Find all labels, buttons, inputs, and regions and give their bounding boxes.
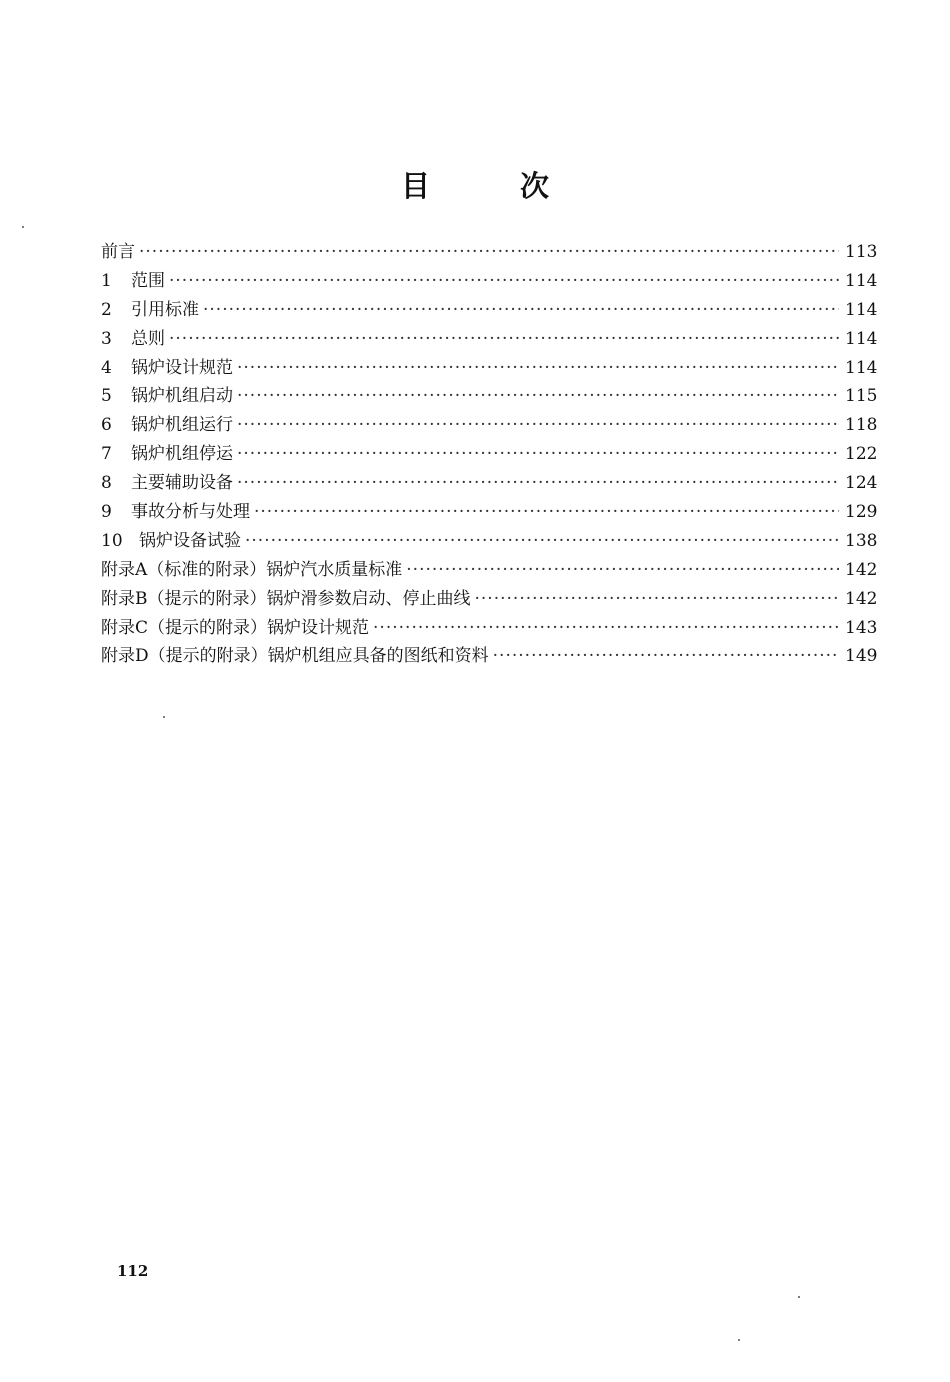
toc-entry-label: 范围 — [131, 270, 165, 291]
toc-leader-dots — [237, 440, 839, 469]
toc-entry-page: 124 — [845, 473, 878, 494]
toc-entry-number: 7 — [101, 444, 112, 465]
toc-entry-number: 2 — [101, 299, 112, 320]
toc-entry-page: 114 — [845, 328, 878, 349]
toc-entry-page: 114 — [845, 299, 878, 320]
toc-entry[interactable] — [101, 469, 877, 498]
toc-entry[interactable] — [101, 527, 877, 556]
scan-speck — [738, 1339, 740, 1341]
toc-entry-number: 8 — [101, 473, 112, 494]
toc-leader-dots — [237, 411, 839, 440]
toc-entry-page: 118 — [845, 415, 878, 436]
scan-speck — [798, 1296, 800, 1298]
toc-leader-dots — [237, 354, 839, 383]
toc-entry-appendix[interactable] — [101, 614, 877, 643]
toc-entry-page: 143 — [845, 617, 878, 638]
toc-leader-dots — [254, 498, 839, 527]
toc-entry[interactable] — [101, 498, 877, 527]
toc-entry-number: 1 — [101, 270, 112, 291]
toc-entry-label: 锅炉设计规范 — [131, 357, 233, 378]
page-title — [0, 164, 950, 205]
toc-entry-label: 锅炉机组停运 — [131, 444, 233, 465]
toc-entry-number: 9 — [101, 502, 112, 523]
table-of-contents — [101, 238, 877, 671]
toc-entry-number: 4 — [101, 357, 112, 378]
toc-entry-page: 149 — [845, 646, 878, 667]
toc-entry-label: 锅炉机组启动 — [131, 386, 233, 407]
toc-leader-dots — [169, 267, 839, 296]
toc-leader-dots — [475, 585, 840, 614]
toc-entry[interactable] — [101, 440, 877, 469]
toc-entry-label: 附录C（提示的附录）锅炉设计规范 — [101, 617, 370, 638]
toc-entry[interactable] — [101, 411, 877, 440]
toc-entry-label: 总则 — [131, 328, 165, 349]
title-char-2: 次 — [520, 169, 550, 203]
toc-entry-page: 115 — [845, 386, 878, 407]
scan-speck — [22, 226, 24, 228]
toc-entry[interactable] — [101, 354, 877, 383]
toc-entry[interactable] — [101, 382, 877, 411]
toc-leader-dots — [169, 325, 839, 354]
toc-entry-page: 122 — [845, 444, 878, 465]
toc-entry-number: 6 — [101, 415, 112, 436]
toc-entry-label: 锅炉设备试验 — [139, 530, 241, 551]
toc-leader-dots — [237, 382, 839, 411]
toc-entry-appendix[interactable] — [101, 585, 877, 614]
toc-entry-page: 138 — [845, 530, 878, 551]
toc-leader-dots — [406, 556, 839, 585]
toc-entry-page: 129 — [845, 502, 878, 523]
toc-entry-appendix[interactable] — [101, 556, 877, 585]
toc-entry-label: 主要辅助设备 — [131, 473, 233, 494]
title-char-1: 目 — [400, 169, 430, 203]
toc-entry-number: 3 — [101, 328, 112, 349]
toc-leader-dots — [493, 642, 839, 671]
toc-leader-dots — [203, 296, 839, 325]
toc-entry-label: 事故分析与处理 — [131, 502, 250, 523]
toc-entry-label: 锅炉机组运行 — [131, 415, 233, 436]
toc-entry-page: 142 — [845, 588, 878, 609]
toc-entry-label: 附录A（标准的附录）锅炉汽水质量标准 — [101, 559, 403, 580]
toc-entry-label: 附录B（提示的附录）锅炉滑参数启动、停止曲线 — [101, 588, 471, 609]
toc-entry-page: 113 — [845, 242, 878, 262]
toc-leader-dots — [237, 469, 839, 498]
toc-entry[interactable] — [101, 296, 877, 325]
toc-entry-number: 10 — [101, 530, 123, 551]
scan-speck — [163, 716, 165, 718]
toc-leader-dots — [373, 614, 839, 643]
toc-entry[interactable] — [101, 325, 877, 354]
toc-entry-appendix[interactable] — [101, 642, 877, 671]
toc-entry[interactable] — [101, 267, 877, 296]
toc-entry-page: 114 — [845, 270, 878, 291]
toc-entry-label: 前言 — [101, 242, 135, 262]
footer-page-number: 112 — [117, 1262, 149, 1280]
toc-entry-number: 5 — [101, 386, 112, 407]
toc-entry[interactable] — [101, 238, 877, 267]
toc-leader-dots — [245, 527, 839, 556]
toc-entry-label: 附录D（提示的附录）锅炉机组应具备的图纸和资料 — [101, 646, 489, 667]
toc-entry-label: 引用标准 — [131, 299, 199, 320]
toc-entry-page: 142 — [845, 559, 878, 580]
toc-leader-dots — [139, 238, 839, 267]
toc-entry-page: 114 — [845, 357, 878, 378]
